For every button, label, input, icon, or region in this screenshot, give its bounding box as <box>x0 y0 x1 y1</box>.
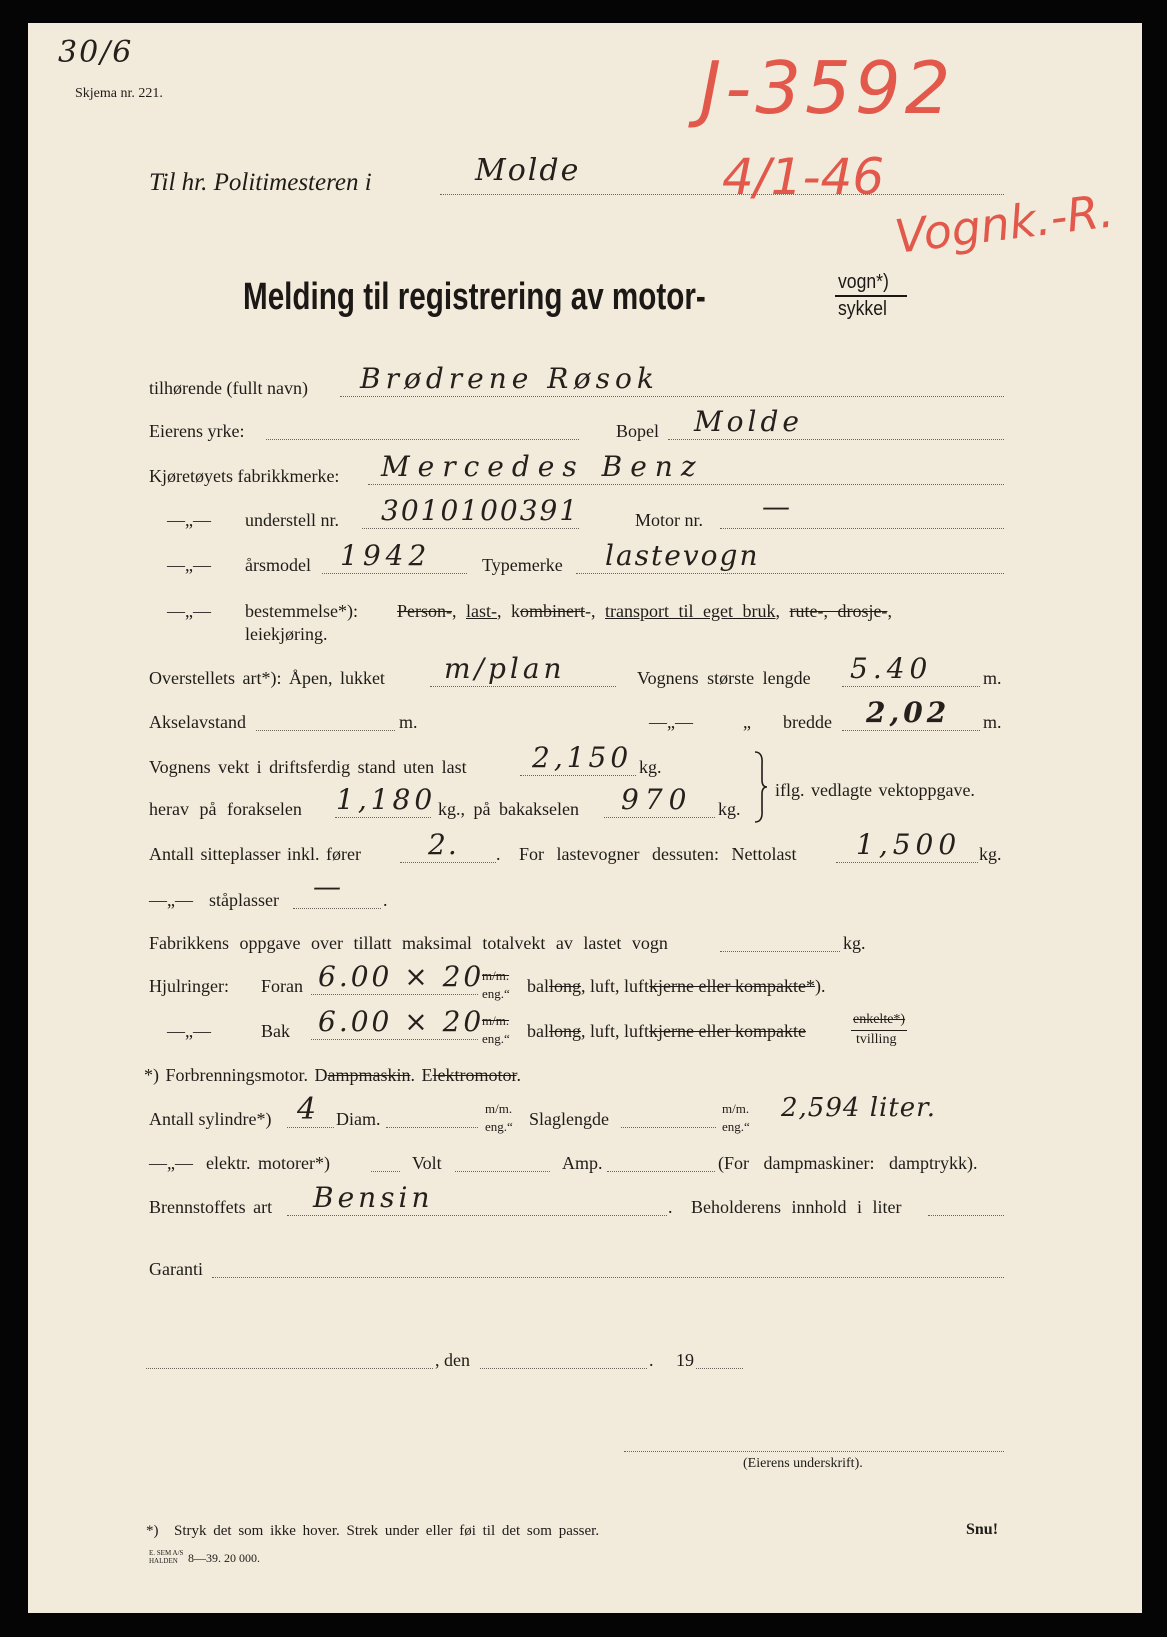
purpose-option-kombinert: ombinert <box>520 601 585 621</box>
wheelbase-label: Akselavstand <box>149 712 246 732</box>
title-fraction-bottom: sykkel <box>838 298 887 320</box>
volt-label: Volt <box>412 1153 442 1173</box>
residence-value: Molde <box>694 405 803 438</box>
weight-label: Vognens vekt i driftsferdig stand uten last <box>149 757 467 777</box>
model-year-label: årsmodel <box>245 555 311 575</box>
addressee-label: Til hr. Politimesteren i <box>149 169 372 196</box>
purpose-option-leiekjoring: leiekjøring. <box>245 624 328 644</box>
motor-number-value: — <box>762 490 792 523</box>
owner-value: Brødrene Røsok <box>360 362 659 395</box>
signature-caption: (Eierens underskrift). <box>743 1456 863 1471</box>
purpose-separator: , k <box>497 601 520 621</box>
tires-front-label: Foran <box>261 976 303 996</box>
tires-front-line <box>311 994 478 995</box>
rear-axle-label: kg., på bakakselen <box>438 799 579 819</box>
motor-number-line <box>720 528 1004 529</box>
width-line <box>842 730 980 731</box>
date-den-label: , den <box>435 1350 470 1370</box>
tire-type-struck: long <box>549 1021 582 1041</box>
displacement-value: 2,594 liter. <box>781 1093 936 1123</box>
weight-note: iflg. vedlagte vektoppgave. <box>775 780 975 800</box>
residence-label: Bopel <box>616 421 659 441</box>
purpose-option-transport: transport til eget bruk <box>605 601 776 621</box>
form-title: Melding til registrering av motor- <box>243 276 706 318</box>
purpose-options <box>397 601 892 621</box>
tires-front-types <box>527 976 825 996</box>
engine-electric-period: . <box>516 1065 521 1085</box>
ditto-mark: —„— <box>167 601 211 621</box>
standing-label: ståplasser <box>209 890 279 910</box>
payload-line <box>836 862 978 863</box>
residence-line <box>668 439 1004 440</box>
purpose-separator: , <box>452 601 466 621</box>
type-line <box>576 573 1004 574</box>
guarantee-line <box>212 1277 1004 1278</box>
electric-motors-line <box>371 1171 400 1172</box>
unit-eng: eng.“ <box>485 1119 513 1134</box>
ditto-mark: —„— <box>167 555 211 575</box>
stroke-label: Slaglengde <box>529 1109 609 1129</box>
unit-mm: m/m. <box>722 1101 750 1116</box>
turn-over-note: Snu! <box>966 1521 999 1538</box>
make-label: Kjøretøyets fabrikkmerke: <box>149 466 340 486</box>
unit-mm: m/m. <box>482 1013 510 1028</box>
year-line <box>696 1368 743 1369</box>
date-line <box>480 1368 647 1369</box>
addressee-value: Molde <box>475 153 581 188</box>
width-value: 2,02 <box>866 696 951 729</box>
tire-type-text: ). <box>814 976 826 996</box>
period: . <box>383 890 388 910</box>
tires-rear-types <box>527 1021 806 1041</box>
bodywork-value: m/plan <box>444 652 566 685</box>
chassis-label: understell nr. <box>245 510 339 530</box>
purpose-separator: -, <box>585 601 605 621</box>
bodywork-label: Overstellets art*): Åpen, lukket <box>149 668 385 688</box>
unit-eng: eng.“ <box>482 986 510 1001</box>
type-label: Typemerke <box>482 555 563 575</box>
stroke-line <box>621 1127 716 1128</box>
unit-mm: m/m. <box>482 968 510 983</box>
red-case-number: J-3592 <box>700 46 955 130</box>
engine-steam-period: . <box>410 1065 415 1085</box>
print-run: 8—39. 20 000. <box>188 1551 260 1565</box>
model-year-value: 1942 <box>340 539 432 572</box>
seats-line <box>400 862 496 863</box>
purpose-option-rute-drosje: rute-, drosje- <box>789 601 888 621</box>
tire-type-struck: kjerne eller kompakte <box>649 1021 806 1041</box>
tires-front-value: 6.00 × 20 <box>318 960 485 993</box>
tire-type-text: bal <box>527 976 549 996</box>
payload-label: For lastevogner dessuten: Nettolast <box>519 844 797 864</box>
fuel-line <box>287 1215 667 1216</box>
period: . <box>496 844 501 864</box>
ditto-mark: —„— <box>149 890 193 910</box>
corner-handwritten-note: 30/6 <box>58 35 134 70</box>
footnote-mark: *) <box>144 1065 159 1085</box>
tires-mounting-dual: tvilling <box>856 1032 897 1047</box>
rear-axle-line <box>604 817 715 818</box>
wheelbase-line <box>256 730 395 731</box>
unit-meter: m. <box>983 668 1002 688</box>
cylinders-label: Antall sylindre*) <box>149 1109 272 1129</box>
engine-steam-initial: D <box>314 1065 328 1085</box>
max-weight-label: Fabrikkens oppgave over tillatt maksimal totalvekt av lastet vogn <box>149 933 668 953</box>
max-weight-line <box>720 951 840 952</box>
tires-label: Hjulringer: <box>149 976 229 996</box>
model-year-line <box>322 573 467 574</box>
unit-kg: kg. <box>843 933 866 953</box>
title-fraction-top: vogn*) <box>838 271 889 293</box>
tires-rear-label: Bak <box>261 1021 290 1041</box>
engine-steam <box>315 1065 416 1085</box>
bodywork-line <box>430 686 616 687</box>
length-value: 5.40 <box>850 652 933 685</box>
chassis-line <box>362 528 579 529</box>
tires-mounting-bar <box>851 1030 907 1031</box>
occupation-label: Eierens yrke: <box>149 421 245 441</box>
engine-electric-initial: E <box>421 1065 433 1085</box>
amp-line <box>607 1171 715 1172</box>
brace <box>752 750 770 824</box>
unit-meter: m. <box>399 712 418 732</box>
seats-value: 2. <box>428 828 459 861</box>
tire-type-text: bal <box>527 1021 549 1041</box>
unit-eng: eng.“ <box>722 1119 750 1134</box>
engine-steam-struck: ampmaskin <box>327 1065 411 1085</box>
printer-city: HALDEN <box>149 1557 178 1565</box>
ditto-mark: —„— <box>649 712 693 732</box>
ditto-mark: —„— <box>167 510 211 530</box>
cylinders-value: 4 <box>297 1092 319 1127</box>
make-line <box>368 484 1004 485</box>
owner-label: tilhørende (fullt navn) <box>149 378 308 398</box>
red-register-note: Vognk.-R. <box>891 183 1117 264</box>
place-line <box>146 1368 433 1369</box>
make-value: Mercedes Benz <box>381 450 704 483</box>
steam-pressure-note: (For dampmaskiner: damptrykk). <box>718 1153 978 1173</box>
unit-eng: eng.“ <box>482 1031 510 1046</box>
length-label: Vognens største lengde <box>637 668 811 688</box>
weight-line <box>520 775 636 776</box>
tank-capacity-line <box>928 1215 1004 1216</box>
unit-kg: kg. <box>639 757 662 777</box>
payload-value: 1,500 <box>856 828 962 861</box>
occupation-line <box>266 439 579 440</box>
tires-rear-line <box>311 1039 478 1040</box>
purpose-separator: , <box>887 601 892 621</box>
period: . <box>668 1197 673 1217</box>
purpose-option-last: last- <box>466 601 497 621</box>
width-label: bredde <box>783 712 832 732</box>
cylinders-line <box>287 1127 334 1128</box>
ditto-mark-short: „ <box>743 712 751 732</box>
standing-line <box>293 908 381 909</box>
front-axle-line <box>335 817 431 818</box>
tires-mounting-single: enkelte*) <box>853 1012 906 1027</box>
fuel-value: Bensin <box>313 1181 434 1214</box>
ditto-mark: —„— <box>167 1021 211 1041</box>
chassis-value: 3010100391 <box>381 494 580 527</box>
engine-type-line <box>144 1065 521 1085</box>
tire-type-text: , luft, luft <box>581 976 650 996</box>
signature-line <box>624 1451 1004 1452</box>
unit-mm: m/m. <box>485 1101 513 1116</box>
engine-electric <box>422 1065 522 1085</box>
electric-motors-label: elektr. motorer*) <box>206 1153 330 1173</box>
addressee-line <box>440 194 1004 195</box>
front-axle-value: 1,180 <box>336 783 437 816</box>
period: . <box>649 1350 654 1370</box>
form-number: Skjema nr. 221. <box>75 86 163 101</box>
printer-name: E. SEM A/S <box>149 1549 184 1557</box>
tire-type-struck: kjerne eller kompakte* <box>649 976 815 996</box>
purpose-option-person: Person- <box>397 601 452 621</box>
year-prefix: 19 <box>676 1350 694 1370</box>
engine-electric-struck: lektromotor <box>432 1065 517 1085</box>
guarantee-label: Garanti <box>149 1259 203 1279</box>
purpose-separator: , <box>775 601 790 621</box>
footnote-text: Stryk det som ikke hover. Strek under eller føi til det som passer. <box>174 1523 600 1539</box>
standing-value: — <box>313 870 343 903</box>
type-value: lastevogn <box>605 539 760 572</box>
seats-label: Antall sitteplasser inkl. fører <box>149 844 361 864</box>
owner-line <box>340 396 1004 397</box>
amp-label: Amp. <box>562 1153 603 1173</box>
ditto-mark: —„— <box>149 1153 193 1173</box>
weight-value: 2,150 <box>532 741 633 774</box>
footnote-mark: *) <box>146 1523 159 1539</box>
motor-number-label: Motor nr. <box>635 510 704 530</box>
diameter-label: Diam. <box>336 1109 381 1129</box>
tire-type-text: , luft, luft <box>581 1021 650 1041</box>
tires-rear-value: 6.00 × 20 <box>318 1005 485 1038</box>
red-date-note: 4/1-46 <box>722 148 885 206</box>
unit-kg: kg. <box>979 844 1002 864</box>
front-axle-label: herav på forakselen <box>149 799 302 819</box>
unit-meter: m. <box>983 712 1002 732</box>
length-line <box>842 686 980 687</box>
purpose-label: bestemmelse*): <box>245 601 358 621</box>
tire-type-struck: long <box>549 976 582 996</box>
volt-line <box>455 1171 550 1172</box>
engine-combustion: Forbrenningsmotor. <box>165 1065 308 1085</box>
rear-axle-value: 970 <box>621 783 693 816</box>
tank-capacity-label: Beholderens innhold i liter <box>691 1197 902 1217</box>
unit-kg: kg. <box>718 799 741 819</box>
fuel-label: Brennstoffets art <box>149 1197 273 1217</box>
diameter-line <box>386 1127 478 1128</box>
